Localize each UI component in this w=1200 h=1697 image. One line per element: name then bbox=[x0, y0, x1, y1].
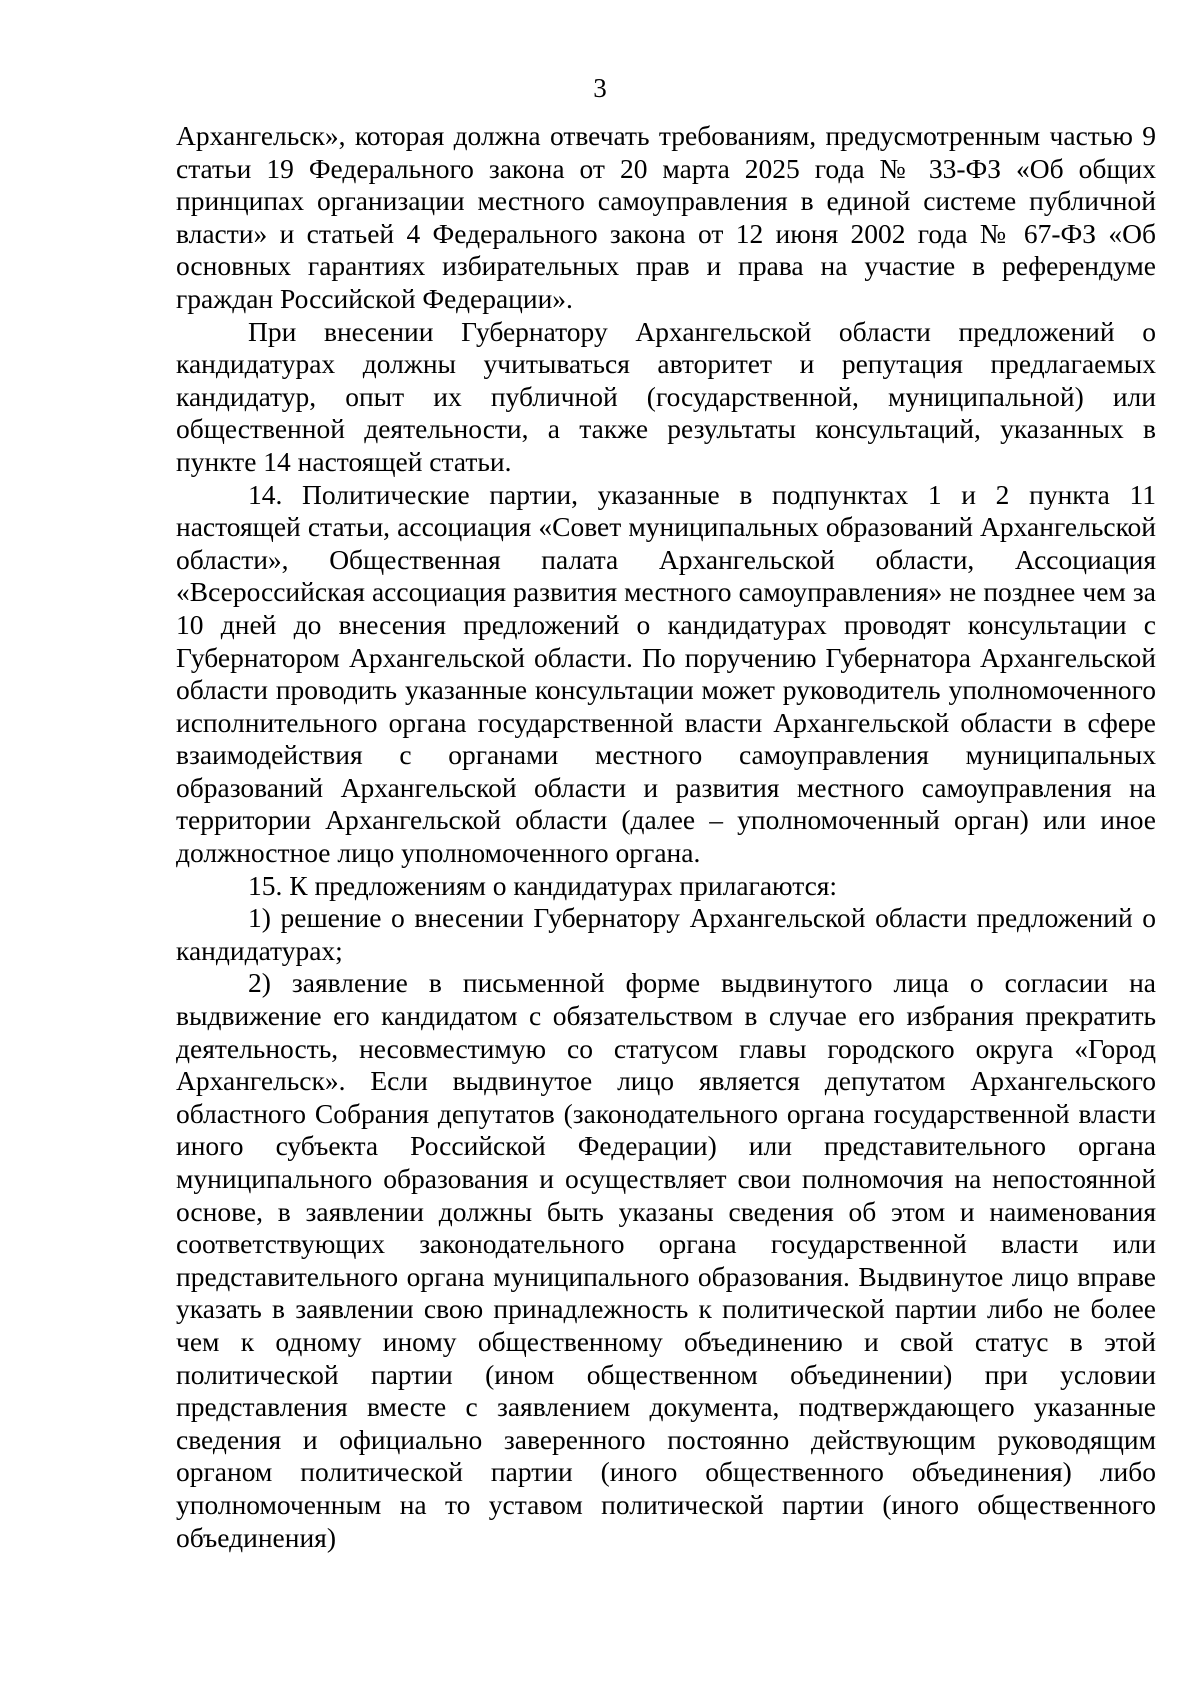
paragraph-continuation: Архангельск», которая должна отвечать требованиям, предусмотренным частью 9 статьи 19 Федерального закона от 20 марта 2025 года № 33-ФЗ «Об общих принципах организации местного самоуправления в единой системе публичной власти» и статьей 4 Федерального закона от 12 июня 2002 года № 67-ФЗ «Об основных гарантиях избирательных прав и права на участие в референдуме граждан Российской Федерации». bbox=[176, 120, 1156, 314]
paragraph-candidate-proposals: При внесении Губернатору Архангельской области предложений о кандидатурах должны учитываться авторитет и репутация предлагаемых кандидатур, опыт их публичной (государственной, муниципальной) или общественной деятельности, а также результаты консультаций, указанных в пункте 14 настоящей статьи. bbox=[176, 315, 1156, 477]
paragraph-item-14: 14. Политические партии, указанные в подпунктах 1 и 2 пункта 11 настоящей статьи, ассоциация «Совет муниципальных образований Архангельской области», Общественная палата Архангельской области, Ассоциация «Всероссийская ассоциация развития местного самоуправления» не позднее чем за 10 дней до внесения предложений о кандидатурах проводят консультации с Губернатором Архангельской области. По поручению Губернатора Архангельской области проводить указанные консультации может руководитель уполномоченного исполнительного органа государственной власти Архангельской области в сфере взаимодействия с органами местного самоуправления муниципальных образований Архангельской области и развития местного самоуправления на территории Архангельской области (далее – уполномоченный орган) или иное должностное лицо уполномоченного органа. bbox=[176, 478, 1156, 869]
page-number: 3 bbox=[593, 73, 607, 103]
paragraph-subitem-2: 2) заявление в письменной форме выдвинутого лица о согласии на выдвижение его кандидатом с обязательством в случае его избрания прекратить деятельность, несовместимую со статусом главы городского округа «Город Архангельск». Если выдвинутое лицо является депутатом Архангельского областного Собрания депутатов (законодательного органа государственной власти иного субъекта Российской Федерации) или представительного органа муниципального образования и осуществляет свои полномочия на непостоянной основе, в заявлении должны быть указаны сведения об этом и наименования соответствующих законодательного органа государственной власти или представительного органа муниципального образования. Выдвинутое лицо вправе указать в заявлении свою принадлежность к политической партии либо не более чем к одному иному общественному объединению и свой статус в этой политической партии (ином общественном объединении) при условии представления вместе с заявлением документа, подтверждающего указанные сведения и официально заверенного постоянно действующим руководящим органом политической партии (иного общественного объединения) либо уполномоченным на то уставом политической партии (иного общественного объединения) bbox=[176, 967, 1156, 1553]
paragraph-item-15: 15. К предложениям о кандидатурах прилагаются: bbox=[248, 869, 838, 901]
paragraph-subitem-1: 1) решение о внесении Губернатору Архангельской области предложений о кандидатурах; bbox=[176, 902, 1156, 966]
document-body bbox=[176, 120, 1156, 1554]
